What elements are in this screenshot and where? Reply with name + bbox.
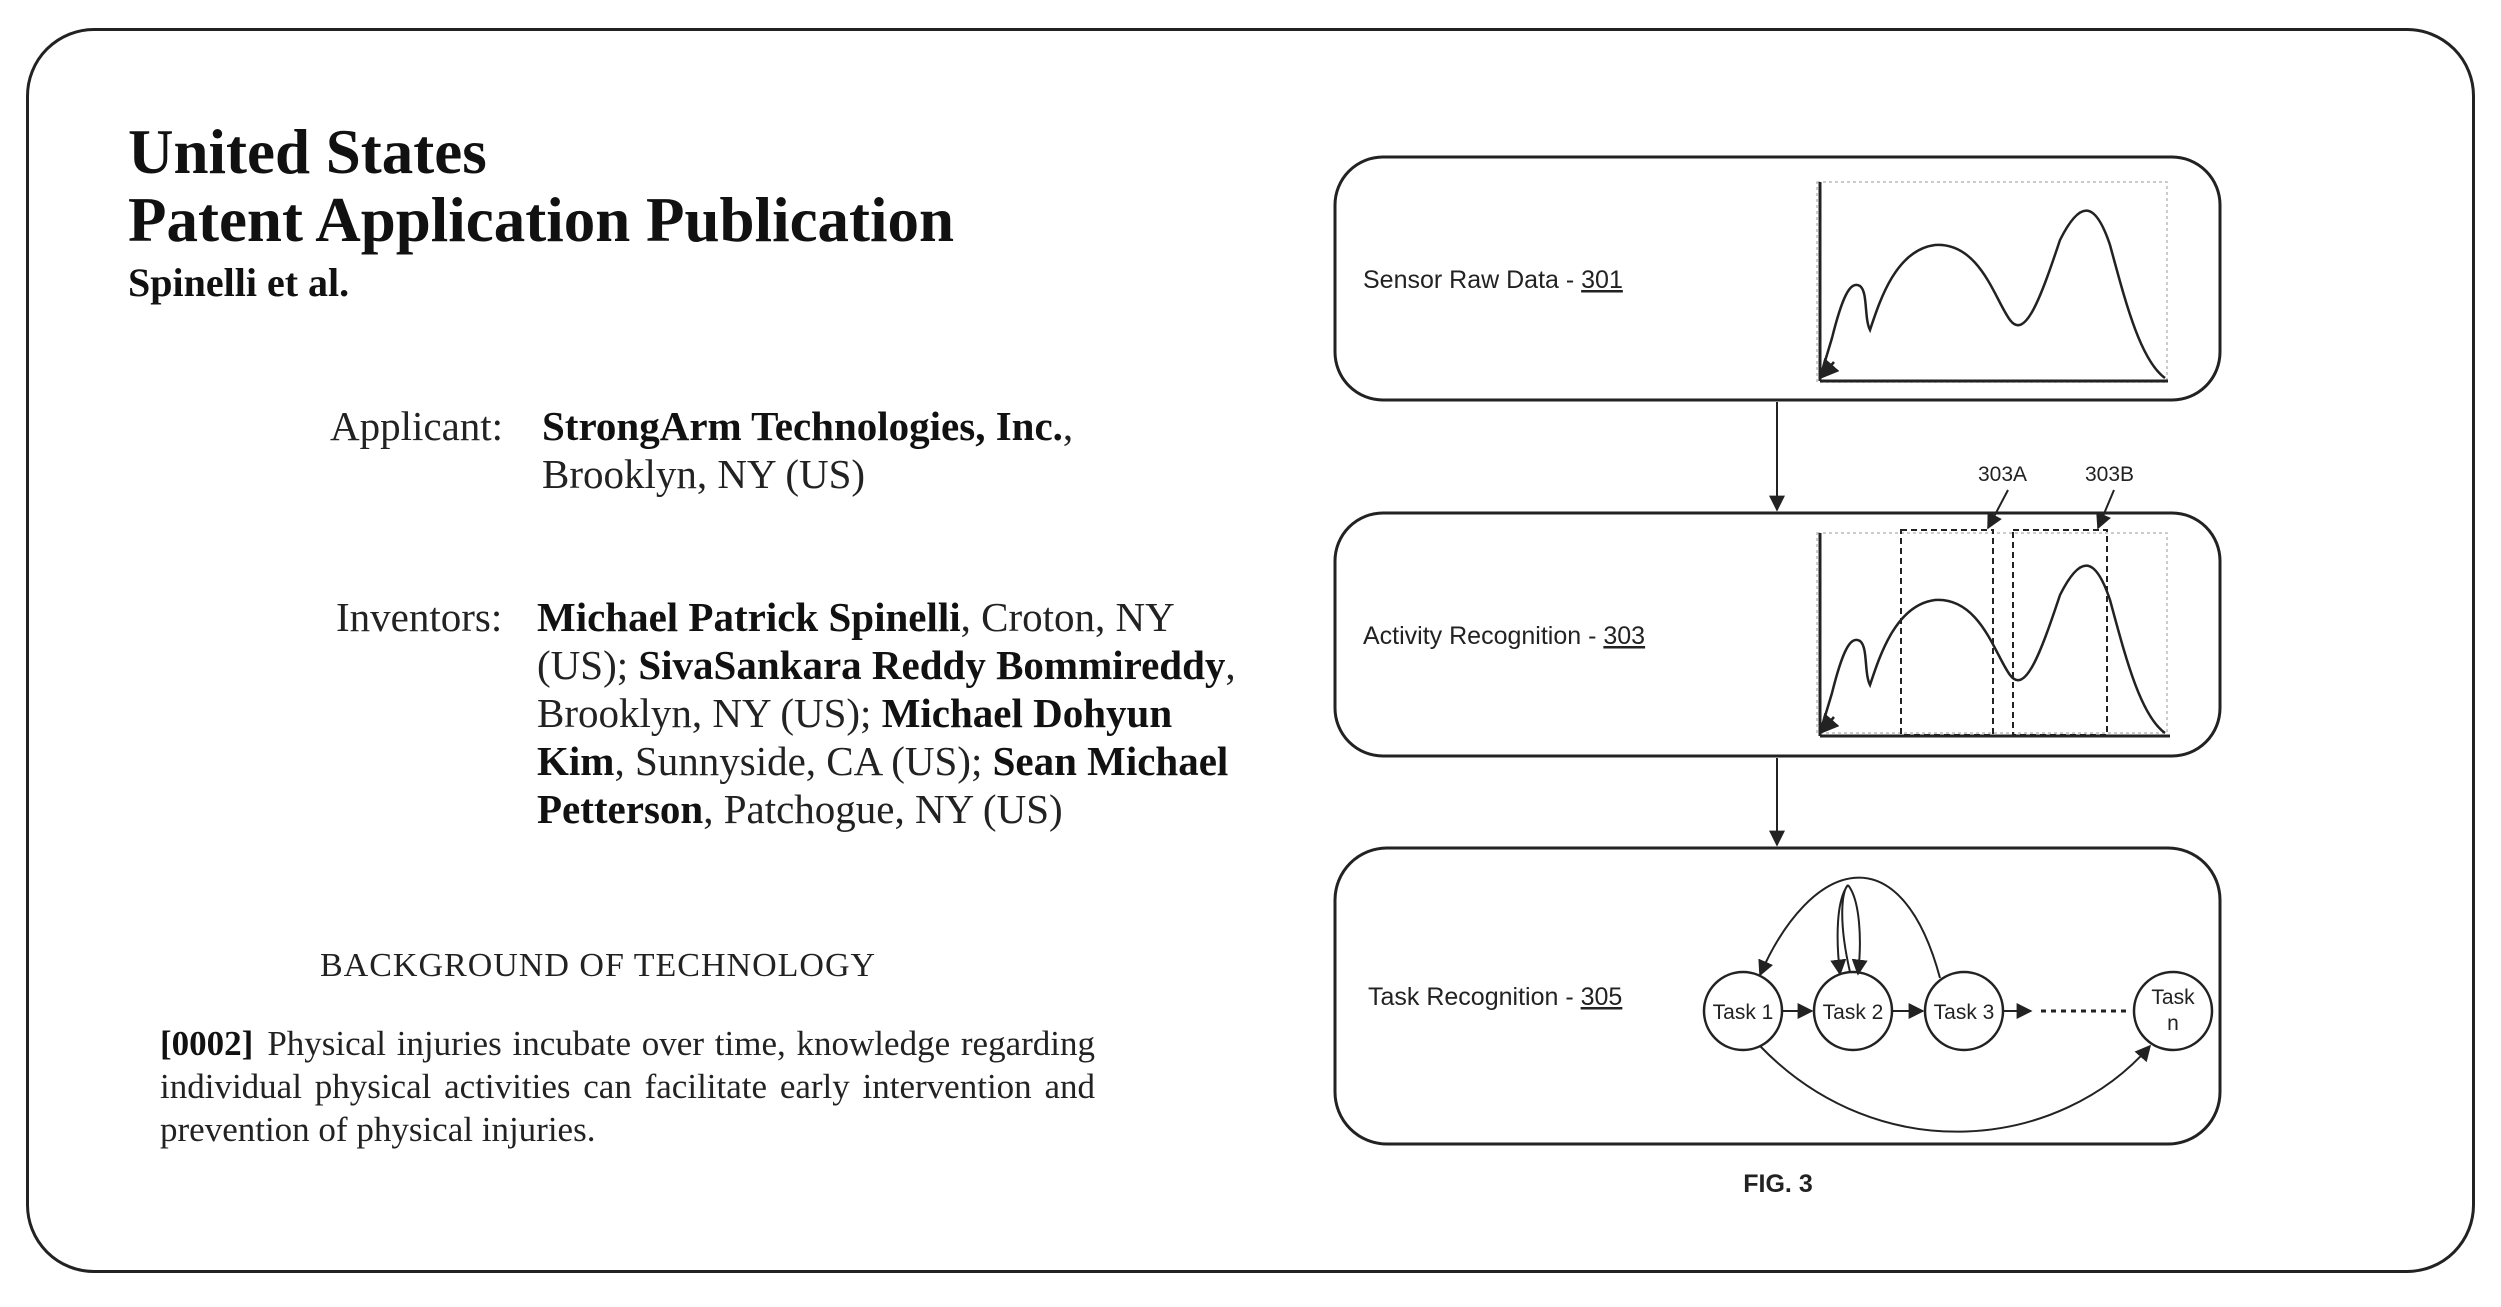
task-node-label: Task 3 [1933, 1001, 1995, 1024]
window-303b-ref: 303B [2085, 463, 2135, 486]
inventor-location: , Croton, NY (US); [537, 594, 1174, 688]
applicant-name-suffix: , [1062, 403, 1074, 449]
task-node-label: Task [2151, 986, 2195, 1009]
task-node-label: n [2167, 1012, 2179, 1035]
task-recognition-label: Task Recognition - 305 [1368, 983, 1623, 1011]
country-title: United States [128, 117, 487, 187]
inventor-name: SivaSankara Reddy Bommireddy [638, 642, 1226, 688]
task-node-label: Task 2 [1822, 1001, 1884, 1024]
sensor-raw-data-label: Sensor Raw Data - 301 [1363, 266, 1623, 294]
inventor-name: Sean Michael Petterson [537, 738, 1229, 832]
inventor-location: , Sunnyside, CA (US); [614, 738, 993, 784]
task-node [2134, 972, 2212, 1050]
authors-line: Spinelli et al. [128, 260, 350, 305]
inventors-label: Inventors: [336, 594, 503, 640]
paragraph-text: Physical injuries incubate over time, knowledge regarding individual physical activities can facilitate early intervention and prevention of physical injuries. [160, 1024, 1095, 1149]
inventor-name: Michael Dohyun Kim [537, 690, 1173, 784]
applicant-label: Applicant: [330, 403, 504, 449]
publication-type-title: Patent Application Publication [128, 185, 955, 255]
figure-caption: FIG. 3 [1743, 1170, 1813, 1198]
paragraph-number: [0002] [160, 1024, 254, 1063]
inventor-location: , Patchogue, NY (US) [703, 786, 1063, 832]
applicant-name: StrongArm Technologies, Inc. [542, 403, 1063, 449]
activity-recognition-label: Activity Recognition - 303 [1363, 622, 1646, 650]
applicant-location: Brooklyn, NY (US) [542, 451, 866, 497]
task-node-label: Task 1 [1712, 1001, 1774, 1024]
background-heading: BACKGROUND OF TECHNOLOGY [320, 947, 877, 984]
window-303a-ref: 303A [1978, 463, 2028, 486]
inventor-location: , Brooklyn, NY (US); [537, 642, 1236, 736]
inventor-name: Michael Patrick Spinelli [537, 594, 961, 640]
